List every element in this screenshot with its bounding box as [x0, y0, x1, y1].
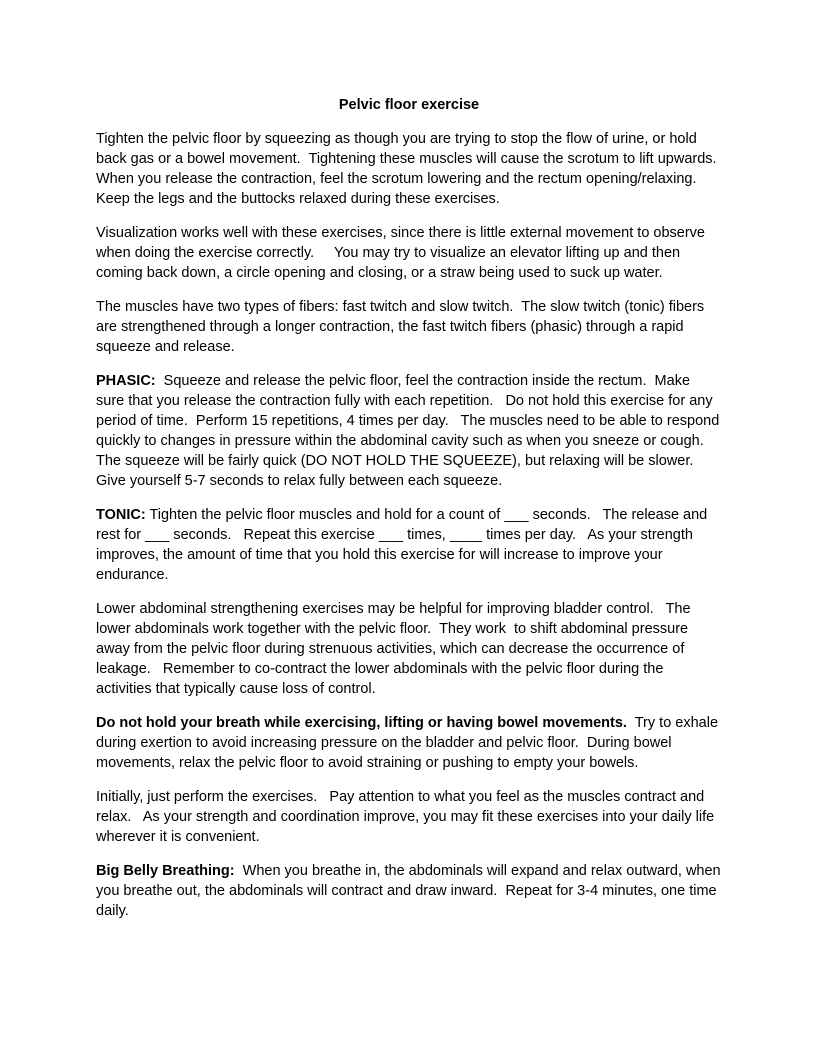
paragraph-lower-abdominals	[96, 599, 722, 699]
paragraph-text: Try to exhale during exertion to avoid increasing pressure on the bladder and pelvic floor. During bowel movements, relax the pelvic floor to avoid straining or pushing to empty your bowels.	[96, 715, 723, 771]
paragraph-contraction	[96, 129, 729, 209]
document-page	[96, 95, 729, 935]
paragraph-text: When you breathe in, the abdominals will expand and relax outward, when you breathe out, the abdominals will contract and draw inward. Repeat for 3-4 minutes, one time daily.	[96, 863, 725, 919]
paragraph-lead-tonic: TONIC:	[96, 507, 146, 523]
paragraph-text: Initially, just perform the exercises. Pay attention to what you feel as the muscles contract and relax. As your strength and coordination improve, you may fit these exercises into your daily life wherever it is convenient.	[96, 789, 719, 845]
paragraph-big-belly-breathing	[96, 861, 725, 921]
paragraph-text: Tighten the pelvic floor muscles and hold for a count of ___ seconds. The release and rest for ___ seconds. Repeat this exercise ___ times, ____ times per day. As your strength improves, the amount of time that you hold this exercise for will increase to improve your endurance.	[96, 507, 712, 583]
document-title: Pelvic floor exercise	[338, 97, 480, 113]
paragraph-text: Squeeze and release the pelvic floor, feel the contraction inside the rectum. Make sure that you release the contraction fully with each repetition. Do not hold this exercise for any period of time. Perform 15 repetitions, 4 times per day. The muscles need to be able to respond quickly to changes in pressure within the abdominal cavity such as when you sneeze or cough. The squeeze will be fairly quick (DO NOT HOLD THE SQUEEZE), but relaxing will be slower. Give yourself 5-7 seconds to relax fully between each squeeze.	[96, 373, 724, 489]
paragraph-text: Visualization works well with these exercises, since there is little external movement to observe when doing the exercise correctly. You may try to visualize an elevator lifting up and then coming back down, a circle opening and closing, or a straw being used to suck up water.	[96, 225, 710, 281]
paragraph-text: The muscles have two types of fibers: fast twitch and slow twitch. The slow twitch (tonic) fibers are strengthened through a longer contraction, the fast twitch fibers (phasic) through a rapid squeeze and release.	[96, 299, 709, 355]
paragraph-text: Tighten the pelvic floor by squeezing as though you are trying to stop the flow of urine, or hold back gas or a bowel movement. Tightening these muscles will cause the scrotum to lift upwards. When you release the contraction, feel the scrotum lowering and the rectum opening/relaxing. Keep the legs and the buttocks relaxed during these exercises.	[96, 131, 729, 207]
paragraph-lead-phasic: PHASIC:	[96, 373, 156, 389]
paragraph-visualization	[96, 223, 722, 283]
paragraph-lead-breath: Do not hold your breath while exercising, lifting or having bowel movements.	[96, 715, 627, 731]
paragraph-breath	[96, 713, 722, 773]
paragraph-phasic	[96, 371, 722, 491]
paragraph-tonic	[96, 505, 722, 585]
paragraph-text: Lower abdominal strengthening exercises may be helpful for improving bladder control. The lower abdominals work together with the pelvic floor. They work to shift abdominal pressure away from the pelvic floor during strenuous activities, which can decrease the occurrence of leakage. Remember to co-contract the lower abdominals with the pelvic floor during the activities that typically cause loss of control.	[96, 601, 695, 697]
paragraph-initially	[96, 787, 722, 847]
paragraph-lead-big-belly: Big Belly Breathing:	[96, 863, 235, 879]
paragraph-fiber-types	[96, 297, 722, 357]
